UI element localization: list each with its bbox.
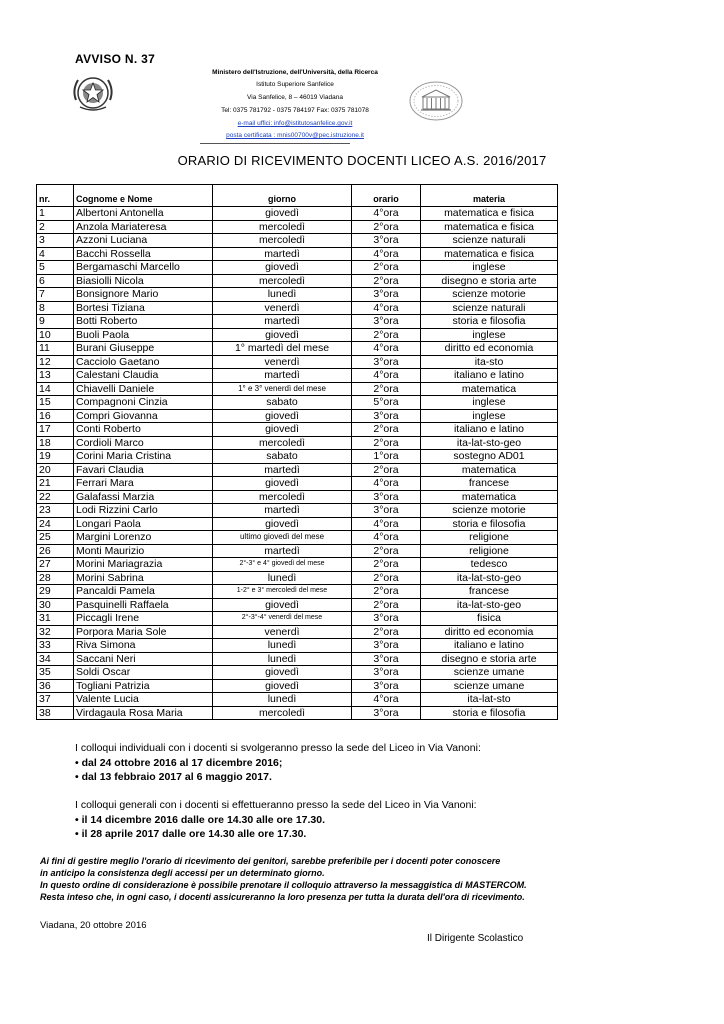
bullet-icon: • (75, 757, 79, 769)
row-number: 21 (37, 477, 74, 491)
reception-day: 2°-3°-4° venerdì del mese (213, 612, 352, 626)
subject: ita-lat-sto-geo (421, 436, 558, 450)
table-row (37, 585, 558, 599)
reception-hour: 3°ora (352, 666, 421, 680)
table-row (37, 612, 558, 626)
row-number: 3 (37, 234, 74, 248)
teacher-name: Bonsignore Mario (74, 288, 213, 302)
ministry-name: Ministero dell'Istruzione, dell'Università, della Ricerca (212, 69, 378, 76)
teacher-name: Bortesi Tiziana (74, 301, 213, 315)
teacher-name: Riva Simona (74, 639, 213, 653)
subject: storia e filosofia (421, 315, 558, 329)
row-number: 6 (37, 274, 74, 288)
subject: scienze naturali (421, 301, 558, 315)
subject: matematica (421, 382, 558, 396)
reception-hour: 2°ora (352, 625, 421, 639)
reception-day: ultimo giovedì del mese (213, 531, 352, 545)
reception-hour: 2°ora (352, 598, 421, 612)
reception-hour: 2°ora (352, 558, 421, 572)
reception-hour: 2°ora (352, 544, 421, 558)
teacher-name: Favari Claudia (74, 463, 213, 477)
subject: ita-lat-sto-geo (421, 598, 558, 612)
row-number: 37 (37, 693, 74, 707)
teacher-name: Buoli Paola (74, 328, 213, 342)
subject: matematica (421, 463, 558, 477)
reception-schedule-table (36, 184, 558, 720)
individual-period-item (75, 771, 272, 783)
reception-hour: 2°ora (352, 220, 421, 234)
document-title: ORARIO DI RICEVIMENTO DOCENTI LICEO A.S. 2016/2017 (177, 153, 547, 168)
reception-day: giovedì (213, 328, 352, 342)
row-number: 34 (37, 652, 74, 666)
row-number: 14 (37, 382, 74, 396)
reception-day: lunedì (213, 652, 352, 666)
header-divider (200, 143, 350, 144)
table-row (37, 558, 558, 572)
reception-day: martedì (213, 315, 352, 329)
row-number: 27 (37, 558, 74, 572)
reception-day: martedì (213, 544, 352, 558)
subject: scienze motorie (421, 288, 558, 302)
subject: inglese (421, 261, 558, 275)
reception-day: 1-2° e 3° mercoledì del mese (213, 585, 352, 599)
row-number: 25 (37, 531, 74, 545)
table-row (37, 504, 558, 518)
reception-day: giovedì (213, 517, 352, 531)
teacher-name: Corini Maria Cristina (74, 450, 213, 464)
subject: matematica e fisica (421, 207, 558, 221)
table-row (37, 625, 558, 639)
subject: ita-sto (421, 355, 558, 369)
table-row (37, 274, 558, 288)
table-row (37, 409, 558, 423)
reception-hour: 3°ora (352, 315, 421, 329)
teacher-name: Albertoni Antonella (74, 207, 213, 221)
teacher-name: Saccani Neri (74, 652, 213, 666)
table-row (37, 544, 558, 558)
date-text: il 28 aprile 2017 dalle ore 14.30 alle ore 17.30. (81, 828, 307, 840)
table-row (37, 652, 558, 666)
subject: scienze umane (421, 679, 558, 693)
table-row (37, 220, 558, 234)
row-number: 28 (37, 571, 74, 585)
reception-day: venerdì (213, 355, 352, 369)
subject: fisica (421, 612, 558, 626)
reception-hour: 2°ora (352, 571, 421, 585)
table-row (37, 679, 558, 693)
teacher-name: Calestani Claudia (74, 369, 213, 383)
subject: matematica e fisica (421, 247, 558, 261)
row-number: 26 (37, 544, 74, 558)
reception-hour: 5°ora (352, 396, 421, 410)
teacher-name: Virdagaula Rosa Maria (74, 706, 213, 720)
reception-hour: 4°ora (352, 531, 421, 545)
reception-day: 2°-3° e 4° giovedì del mese (213, 558, 352, 572)
booking-note-line: Ai fini di gestire meglio l'orario di ricevimento dei genitori, sarebbe preferibile per i docenti poter conoscere (40, 856, 501, 866)
reception-hour: 2°ora (352, 436, 421, 450)
reception-hour: 3°ora (352, 490, 421, 504)
table-header-row (37, 185, 558, 207)
table-row (37, 423, 558, 437)
reception-day: martedì (213, 369, 352, 383)
teacher-name: Cordioli Marco (74, 436, 213, 450)
reception-day: sabato (213, 450, 352, 464)
row-number: 23 (37, 504, 74, 518)
general-date-item (75, 828, 306, 840)
teacher-name: Conti Roberto (74, 423, 213, 437)
teacher-name: Margini Lorenzo (74, 531, 213, 545)
subject: diritto ed economia (421, 625, 558, 639)
table-row (37, 288, 558, 302)
row-number: 30 (37, 598, 74, 612)
reception-hour: 2°ora (352, 328, 421, 342)
teacher-name: Burani Giuseppe (74, 342, 213, 356)
subject: ita-lat-sto-geo (421, 571, 558, 585)
subject: diritto ed economia (421, 342, 558, 356)
subject: disegno e storia arte (421, 652, 558, 666)
institute-name: Istituto Superiore Sanfelice (256, 81, 334, 88)
subject: francese (421, 585, 558, 599)
row-number: 9 (37, 315, 74, 329)
reception-day: giovedì (213, 409, 352, 423)
table-row (37, 639, 558, 653)
reception-hour: 4°ora (352, 369, 421, 383)
subject: francese (421, 477, 558, 491)
bullet-icon: • (75, 828, 79, 840)
school-building-logo-icon (408, 80, 464, 122)
subject: religione (421, 531, 558, 545)
table-row (37, 598, 558, 612)
row-number: 10 (37, 328, 74, 342)
table-row (37, 666, 558, 680)
table-row (37, 517, 558, 531)
reception-day: mercoledì (213, 490, 352, 504)
column-header: Cognome e Nome (74, 185, 213, 207)
table-row (37, 234, 558, 248)
table-row (37, 207, 558, 221)
row-number: 24 (37, 517, 74, 531)
reception-hour: 3°ora (352, 288, 421, 302)
subject: ita-lat-sto (421, 693, 558, 707)
teacher-name: Soldi Oscar (74, 666, 213, 680)
reception-hour: 4°ora (352, 207, 421, 221)
bullet-icon: • (75, 771, 79, 783)
reception-day: giovedì (213, 477, 352, 491)
table-row (37, 436, 558, 450)
table-row (37, 531, 558, 545)
teacher-name: Morini Mariagrazia (74, 558, 213, 572)
row-number: 12 (37, 355, 74, 369)
table-row (37, 706, 558, 720)
table-row (37, 382, 558, 396)
booking-note-line: Resta inteso che, in ogni caso, i docenti assicureranno la loro presenza per tutta la durata dell'ora di ricevimento. (40, 892, 525, 902)
table-row (37, 450, 558, 464)
table-row (37, 571, 558, 585)
subject: inglese (421, 396, 558, 410)
teacher-name: Azzoni Luciana (74, 234, 213, 248)
row-number: 35 (37, 666, 74, 680)
row-number: 8 (37, 301, 74, 315)
institute-phone: Tel: 0375 781792 - 0375 784197 Fax: 0375 781078 (221, 107, 369, 114)
row-number: 19 (37, 450, 74, 464)
reception-hour: 2°ora (352, 585, 421, 599)
reception-hour: 3°ora (352, 234, 421, 248)
bullet-icon: • (75, 814, 79, 826)
individual-period-item (75, 757, 282, 769)
reception-hour: 1°ora (352, 450, 421, 464)
teacher-name: Lodi Rizzini Carlo (74, 504, 213, 518)
row-number: 17 (37, 423, 74, 437)
signature-title: Il Dirigente Scolastico (427, 933, 524, 944)
table-row (37, 463, 558, 477)
reception-day: giovedì (213, 207, 352, 221)
table-row (37, 261, 558, 275)
reception-hour: 3°ora (352, 355, 421, 369)
general-date-item (75, 814, 325, 826)
row-number: 4 (37, 247, 74, 261)
subject: sostegno AD01 (421, 450, 558, 464)
table-row (37, 477, 558, 491)
subject: scienze motorie (421, 504, 558, 518)
reception-day: martedì (213, 463, 352, 477)
row-number: 36 (37, 679, 74, 693)
period-text: dal 13 febbraio 2017 al 6 maggio 2017. (81, 771, 272, 783)
column-header: nr. (37, 185, 74, 207)
notice-number: AVVISO N. 37 (75, 52, 156, 66)
column-header: orario (352, 185, 421, 207)
table-row (37, 396, 558, 410)
reception-day: martedì (213, 247, 352, 261)
row-number: 11 (37, 342, 74, 356)
teacher-name: Monti Maurizio (74, 544, 213, 558)
reception-hour: 4°ora (352, 517, 421, 531)
teacher-name: Piccagli Irene (74, 612, 213, 626)
period-text: dal 24 ottobre 2016 al 17 dicembre 2016; (81, 757, 283, 769)
row-number: 31 (37, 612, 74, 626)
table-row (37, 369, 558, 383)
reception-day: giovedì (213, 598, 352, 612)
subject: italiano e latino (421, 639, 558, 653)
reception-hour: 3°ora (352, 652, 421, 666)
reception-hour: 4°ora (352, 342, 421, 356)
row-number: 20 (37, 463, 74, 477)
reception-day: mercoledì (213, 220, 352, 234)
row-number: 32 (37, 625, 74, 639)
subject: storia e filosofia (421, 706, 558, 720)
general-meetings-intro: I colloqui generali con i docenti si effettueranno presso la sede del Liceo in Via Vanoni: (75, 799, 477, 811)
row-number: 7 (37, 288, 74, 302)
row-number: 15 (37, 396, 74, 410)
reception-day: giovedì (213, 261, 352, 275)
reception-hour: 3°ora (352, 639, 421, 653)
pec-link[interactable]: posta certificata : mnis00700v@pec.istruzione.it (226, 132, 364, 139)
reception-hour: 2°ora (352, 423, 421, 437)
reception-hour: 2°ora (352, 382, 421, 396)
subject: matematica e fisica (421, 220, 558, 234)
table-row (37, 490, 558, 504)
booking-note-line: in anticipo la consistenza degli accessi per un determinato giorno. (40, 868, 325, 878)
teacher-name: Valente Lucia (74, 693, 213, 707)
teacher-name: Compagnoni Cinzia (74, 396, 213, 410)
reception-day: mercoledì (213, 706, 352, 720)
table-row (37, 342, 558, 356)
subject: religione (421, 544, 558, 558)
reception-hour: 2°ora (352, 463, 421, 477)
teacher-name: Togliani Patrizia (74, 679, 213, 693)
row-number: 5 (37, 261, 74, 275)
booking-note-line: In questo ordine di considerazione è possibile prenotare il colloquio attraverso la messaggistica di MASTERCOM. (40, 880, 527, 890)
reception-hour: 4°ora (352, 693, 421, 707)
subject: inglese (421, 409, 558, 423)
reception-hour: 4°ora (352, 301, 421, 315)
reception-hour: 2°ora (352, 274, 421, 288)
teacher-name: Pancaldi Pamela (74, 585, 213, 599)
row-number: 18 (37, 436, 74, 450)
subject: storia e filosofia (421, 517, 558, 531)
reception-day: mercoledì (213, 436, 352, 450)
teacher-name: Chiavelli Daniele (74, 382, 213, 396)
reception-day: sabato (213, 396, 352, 410)
table-row (37, 328, 558, 342)
table-row (37, 355, 558, 369)
reception-day: lunedì (213, 288, 352, 302)
teacher-name: Bacchi Rossella (74, 247, 213, 261)
reception-day: lunedì (213, 693, 352, 707)
teacher-name: Biasiolli Nicola (74, 274, 213, 288)
italian-republic-emblem-icon (68, 72, 118, 114)
reception-hour: 3°ora (352, 612, 421, 626)
table-row (37, 301, 558, 315)
row-number: 1 (37, 207, 74, 221)
row-number: 13 (37, 369, 74, 383)
teacher-name: Cacciolo Gaetano (74, 355, 213, 369)
row-number: 16 (37, 409, 74, 423)
column-header: giorno (213, 185, 352, 207)
individual-meetings-intro: I colloqui individuali con i docenti si svolgeranno presso la sede del Liceo in Via Vanoni: (75, 742, 481, 754)
institute-address: Via Sanfelice, 8 – 46019 Viadana (247, 94, 343, 101)
reception-hour: 3°ora (352, 504, 421, 518)
reception-day: 1° martedì del mese (213, 342, 352, 356)
table-row (37, 315, 558, 329)
table-row (37, 693, 558, 707)
reception-hour: 3°ora (352, 409, 421, 423)
reception-day: 1° e 3° venerdì del mese (213, 382, 352, 396)
subject: scienze umane (421, 666, 558, 680)
reception-day: venerdì (213, 301, 352, 315)
reception-day: martedì (213, 504, 352, 518)
teacher-name: Ferrari Mara (74, 477, 213, 491)
row-number: 38 (37, 706, 74, 720)
reception-day: giovedì (213, 423, 352, 437)
reception-day: giovedì (213, 679, 352, 693)
date-text: il 14 dicembre 2016 dalle ore 14.30 alle ore 17.30. (81, 814, 326, 826)
reception-hour: 4°ora (352, 477, 421, 491)
subject: italiano e latino (421, 369, 558, 383)
reception-day: lunedì (213, 639, 352, 653)
subject: inglese (421, 328, 558, 342)
reception-hour: 4°ora (352, 247, 421, 261)
reception-day: giovedì (213, 666, 352, 680)
row-number: 29 (37, 585, 74, 599)
teacher-name: Galafassi Marzia (74, 490, 213, 504)
reception-day: mercoledì (213, 234, 352, 248)
teacher-name: Longari Paola (74, 517, 213, 531)
place-and-date: Viadana, 20 ottobre 2016 (40, 920, 147, 931)
row-number: 22 (37, 490, 74, 504)
subject: tedesco (421, 558, 558, 572)
subject: italiano e latino (421, 423, 558, 437)
teacher-name: Pasquinelli Raffaela (74, 598, 213, 612)
reception-hour: 3°ora (352, 679, 421, 693)
teacher-name: Botti Roberto (74, 315, 213, 329)
reception-hour: 2°ora (352, 261, 421, 275)
teacher-name: Bergamaschi Marcello (74, 261, 213, 275)
teacher-name: Anzola Mariateresa (74, 220, 213, 234)
row-number: 33 (37, 639, 74, 653)
reception-day: venerdì (213, 625, 352, 639)
reception-day: mercoledì (213, 274, 352, 288)
subject: scienze naturali (421, 234, 558, 248)
email-link[interactable]: e-mail uffici: info@istitutosanfelice.gov.it (237, 120, 353, 127)
table-body (37, 207, 558, 720)
subject: disegno e storia arte (421, 274, 558, 288)
row-number: 2 (37, 220, 74, 234)
teacher-name: Porpora Maria Sole (74, 625, 213, 639)
teacher-name: Morini Sabrina (74, 571, 213, 585)
column-header: materia (421, 185, 558, 207)
reception-hour: 3°ora (352, 706, 421, 720)
subject: matematica (421, 490, 558, 504)
teacher-name: Compri Giovanna (74, 409, 213, 423)
table-row (37, 247, 558, 261)
reception-day: lunedì (213, 571, 352, 585)
